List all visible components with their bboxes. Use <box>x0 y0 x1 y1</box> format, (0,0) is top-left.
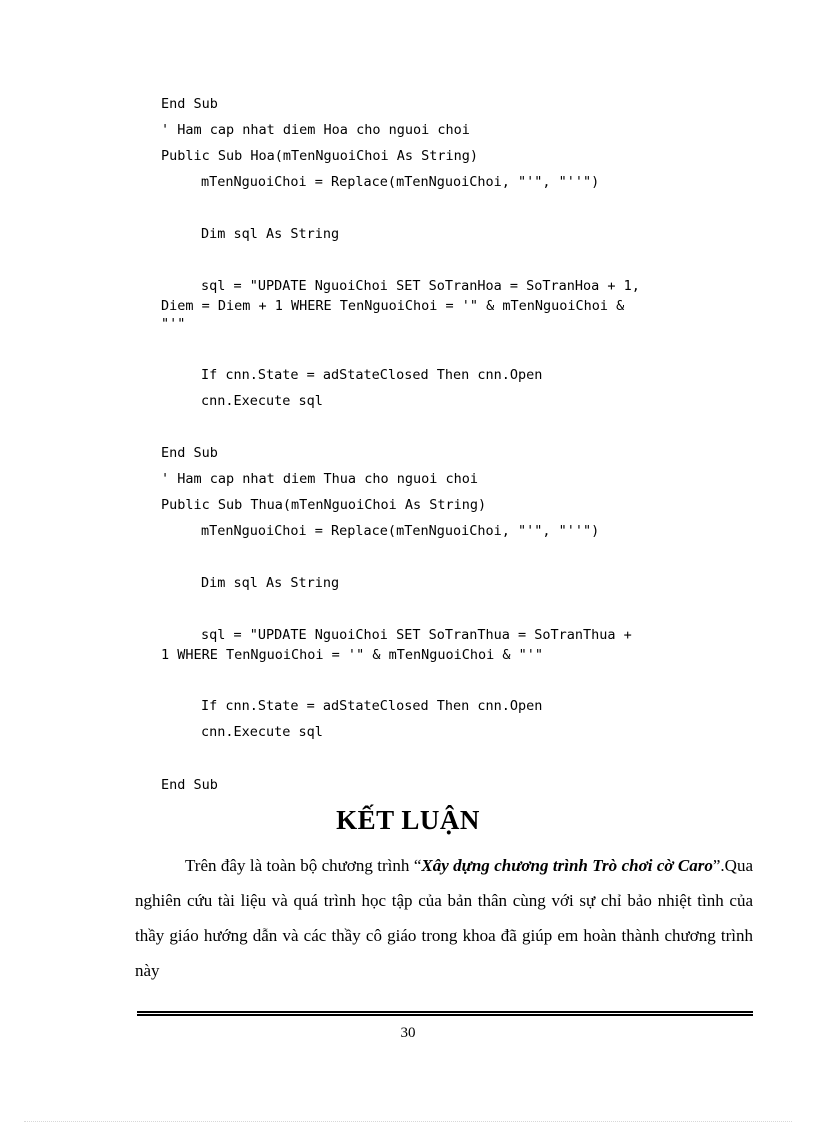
code-line: "'" <box>161 316 186 332</box>
code-line: sql = "UPDATE NguoiChoi SET SoTranThua = SoTranThua + <box>201 627 632 643</box>
code-line: Dim sql As String <box>201 226 340 242</box>
conclusion-paragraph <box>135 848 753 988</box>
code-line: Public Sub Hoa(mTenNguoiChoi As String) <box>161 148 478 164</box>
code-line: Diem = Diem + 1 WHERE TenNguoiChoi = '" & mTenNguoiChoi & <box>161 298 625 314</box>
code-line: cnn.Execute sql <box>201 393 323 409</box>
code-line: End Sub <box>161 445 218 461</box>
page-number: 30 <box>400 1025 416 1041</box>
code-line: If cnn.State = adStateClosed Then cnn.Open <box>201 698 543 714</box>
code-line: Dim sql As String <box>201 575 340 591</box>
footer-rule <box>137 1014 753 1016</box>
footer-rule <box>137 1011 753 1013</box>
paragraph-text: ”.Qua nghiên cứu tài liệu và quá trình học tập của bản thân cùng với sự chỉ bảo nhiệt tình của thầy giáo hướng dẫn và các thầy cô giáo trong khoa đã giúp em hoàn thành chương trình này <box>135 856 753 980</box>
paragraph-text: Trên đây là toàn bộ chương trình “ <box>185 856 422 875</box>
code-line: mTenNguoiChoi = Replace(mTenNguoiChoi, "'", "''") <box>201 174 600 190</box>
code-comment: ' Ham cap nhat diem Thua cho nguoi choi <box>161 471 478 487</box>
code-line: 1 WHERE TenNguoiChoi = '" & mTenNguoiChoi & "'" <box>161 647 544 663</box>
project-title: Xây dựng chương trình Trò chơi cờ Caro <box>421 856 713 875</box>
code-line: cnn.Execute sql <box>201 724 323 740</box>
section-heading: KẾT LUẬN <box>336 805 480 835</box>
code-line: sql = "UPDATE NguoiChoi SET SoTranHoa = SoTranHoa + 1, <box>201 278 640 294</box>
code-comment: ' Ham cap nhat diem Hoa cho nguoi choi <box>161 122 470 138</box>
code-line: End Sub <box>161 777 218 793</box>
code-line: If cnn.State = adStateClosed Then cnn.Open <box>201 367 543 383</box>
page-edge <box>24 1121 792 1122</box>
code-line: Public Sub Thua(mTenNguoiChoi As String) <box>161 497 487 513</box>
code-line: mTenNguoiChoi = Replace(mTenNguoiChoi, "'", "''") <box>201 523 600 539</box>
code-line: End Sub <box>161 96 218 112</box>
